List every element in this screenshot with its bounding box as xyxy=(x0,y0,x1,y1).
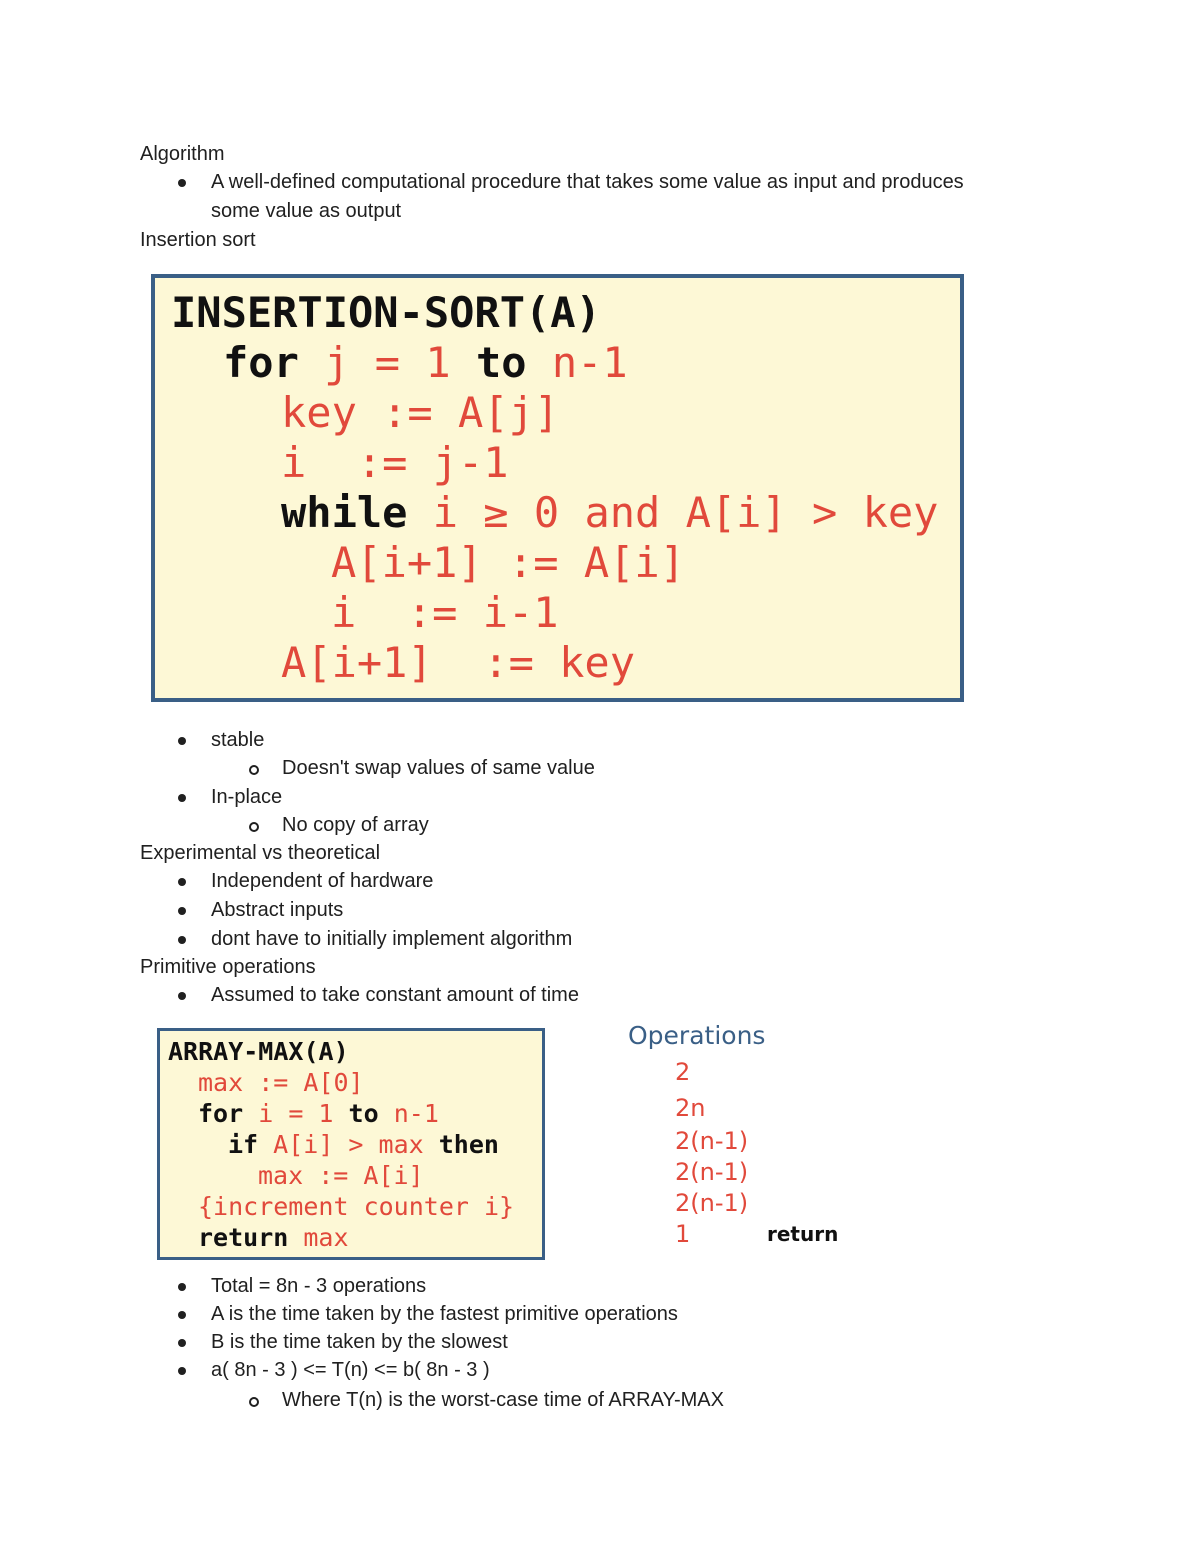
heading-insertion-sort: Insertion sort xyxy=(140,229,256,251)
heading-algorithm: Algorithm xyxy=(140,143,225,165)
sub-bullet-worst-case: Where T(n) is the worst-case time of ARRAY-MAX xyxy=(282,1389,724,1411)
operation-count: 2(n-1) xyxy=(675,1158,749,1186)
operation-count: 1 xyxy=(675,1220,691,1248)
heading-experimental: Experimental vs theoretical xyxy=(140,842,381,864)
operation-count: 2(n-1) xyxy=(675,1189,749,1217)
heading-primitive: Primitive operations xyxy=(140,956,316,978)
operation-count: 2(n-1) xyxy=(675,1127,749,1155)
operation-count: 2 xyxy=(675,1058,691,1086)
code-line-decrement: i := i-1 xyxy=(331,588,559,637)
bullet-slowest: B is the time taken by the slowest xyxy=(211,1331,508,1353)
code-line-for: for i = 1 to n-1 xyxy=(198,1099,439,1128)
insertion-sort-code-box xyxy=(151,274,964,702)
bullet-dot xyxy=(178,179,186,187)
sub-bullet-circle xyxy=(249,1397,259,1407)
code-line-title: ARRAY-MAX(A) xyxy=(168,1037,349,1066)
bullet-stable: stable xyxy=(211,729,265,751)
bullet-dot xyxy=(178,1283,186,1291)
bullet-dot xyxy=(178,878,186,886)
code-line-i: i := j-1 xyxy=(281,438,509,487)
bullet-dot xyxy=(178,936,186,944)
code-line-return: return max xyxy=(198,1223,349,1252)
bullet-dot xyxy=(178,1367,186,1375)
bullet-in-place: In-place xyxy=(211,786,283,808)
sub-bullet-circle xyxy=(249,822,259,832)
code-line-title: INSERTION-SORT(A) xyxy=(171,288,601,337)
bullet-total: Total = 8n - 3 operations xyxy=(211,1275,427,1297)
bullet-abstract: Abstract inputs xyxy=(211,899,344,921)
sub-bullet-circle xyxy=(249,765,259,775)
bullet-dot xyxy=(178,1339,186,1347)
bullet-dot xyxy=(178,907,186,915)
sub-bullet-stable: Doesn't swap values of same value xyxy=(282,757,595,779)
algorithm-definition-line2: some value as output xyxy=(211,200,402,222)
bullet-bounds: a( 8n - 3 ) <= T(n) <= b( 8n - 3 ) xyxy=(211,1359,490,1381)
code-line-while: while i ≥ 0 and A[i] > key xyxy=(281,488,939,537)
code-line-key: key := A[j] xyxy=(281,388,560,437)
code-line-if: if A[i] > max then xyxy=(228,1130,499,1159)
operations-header: Operations xyxy=(628,1021,766,1050)
code-line-max-init: max := A[0] xyxy=(198,1068,364,1097)
bullet-hardware: Independent of hardware xyxy=(211,870,434,892)
array-max-code-box xyxy=(157,1028,545,1260)
bullet-dot xyxy=(178,794,186,802)
operation-return-label: return xyxy=(767,1222,839,1246)
bullet-implement: dont have to initially implement algorithm xyxy=(211,928,573,950)
algorithm-definition-line1: A well-defined computational procedure that takes some value as input and produces xyxy=(211,171,964,193)
operation-count: 2n xyxy=(675,1094,706,1122)
code-line-for: for j = 1 to n-1 xyxy=(223,338,628,387)
sub-bullet-in-place: No copy of array xyxy=(282,814,429,836)
code-line-increment: {increment counter i} xyxy=(198,1192,515,1221)
bullet-fastest: A is the time taken by the fastest primitive operations xyxy=(211,1303,678,1325)
bullet-dot xyxy=(178,1311,186,1319)
code-line-insert: A[i+1] := key xyxy=(281,638,636,687)
bullet-dot xyxy=(178,992,186,1000)
bullet-constant-time: Assumed to take constant amount of time xyxy=(211,984,579,1006)
code-line-shift: A[i+1] := A[i] xyxy=(331,538,686,587)
bullet-dot xyxy=(178,737,186,745)
code-line-max-assign: max := A[i] xyxy=(258,1161,424,1190)
